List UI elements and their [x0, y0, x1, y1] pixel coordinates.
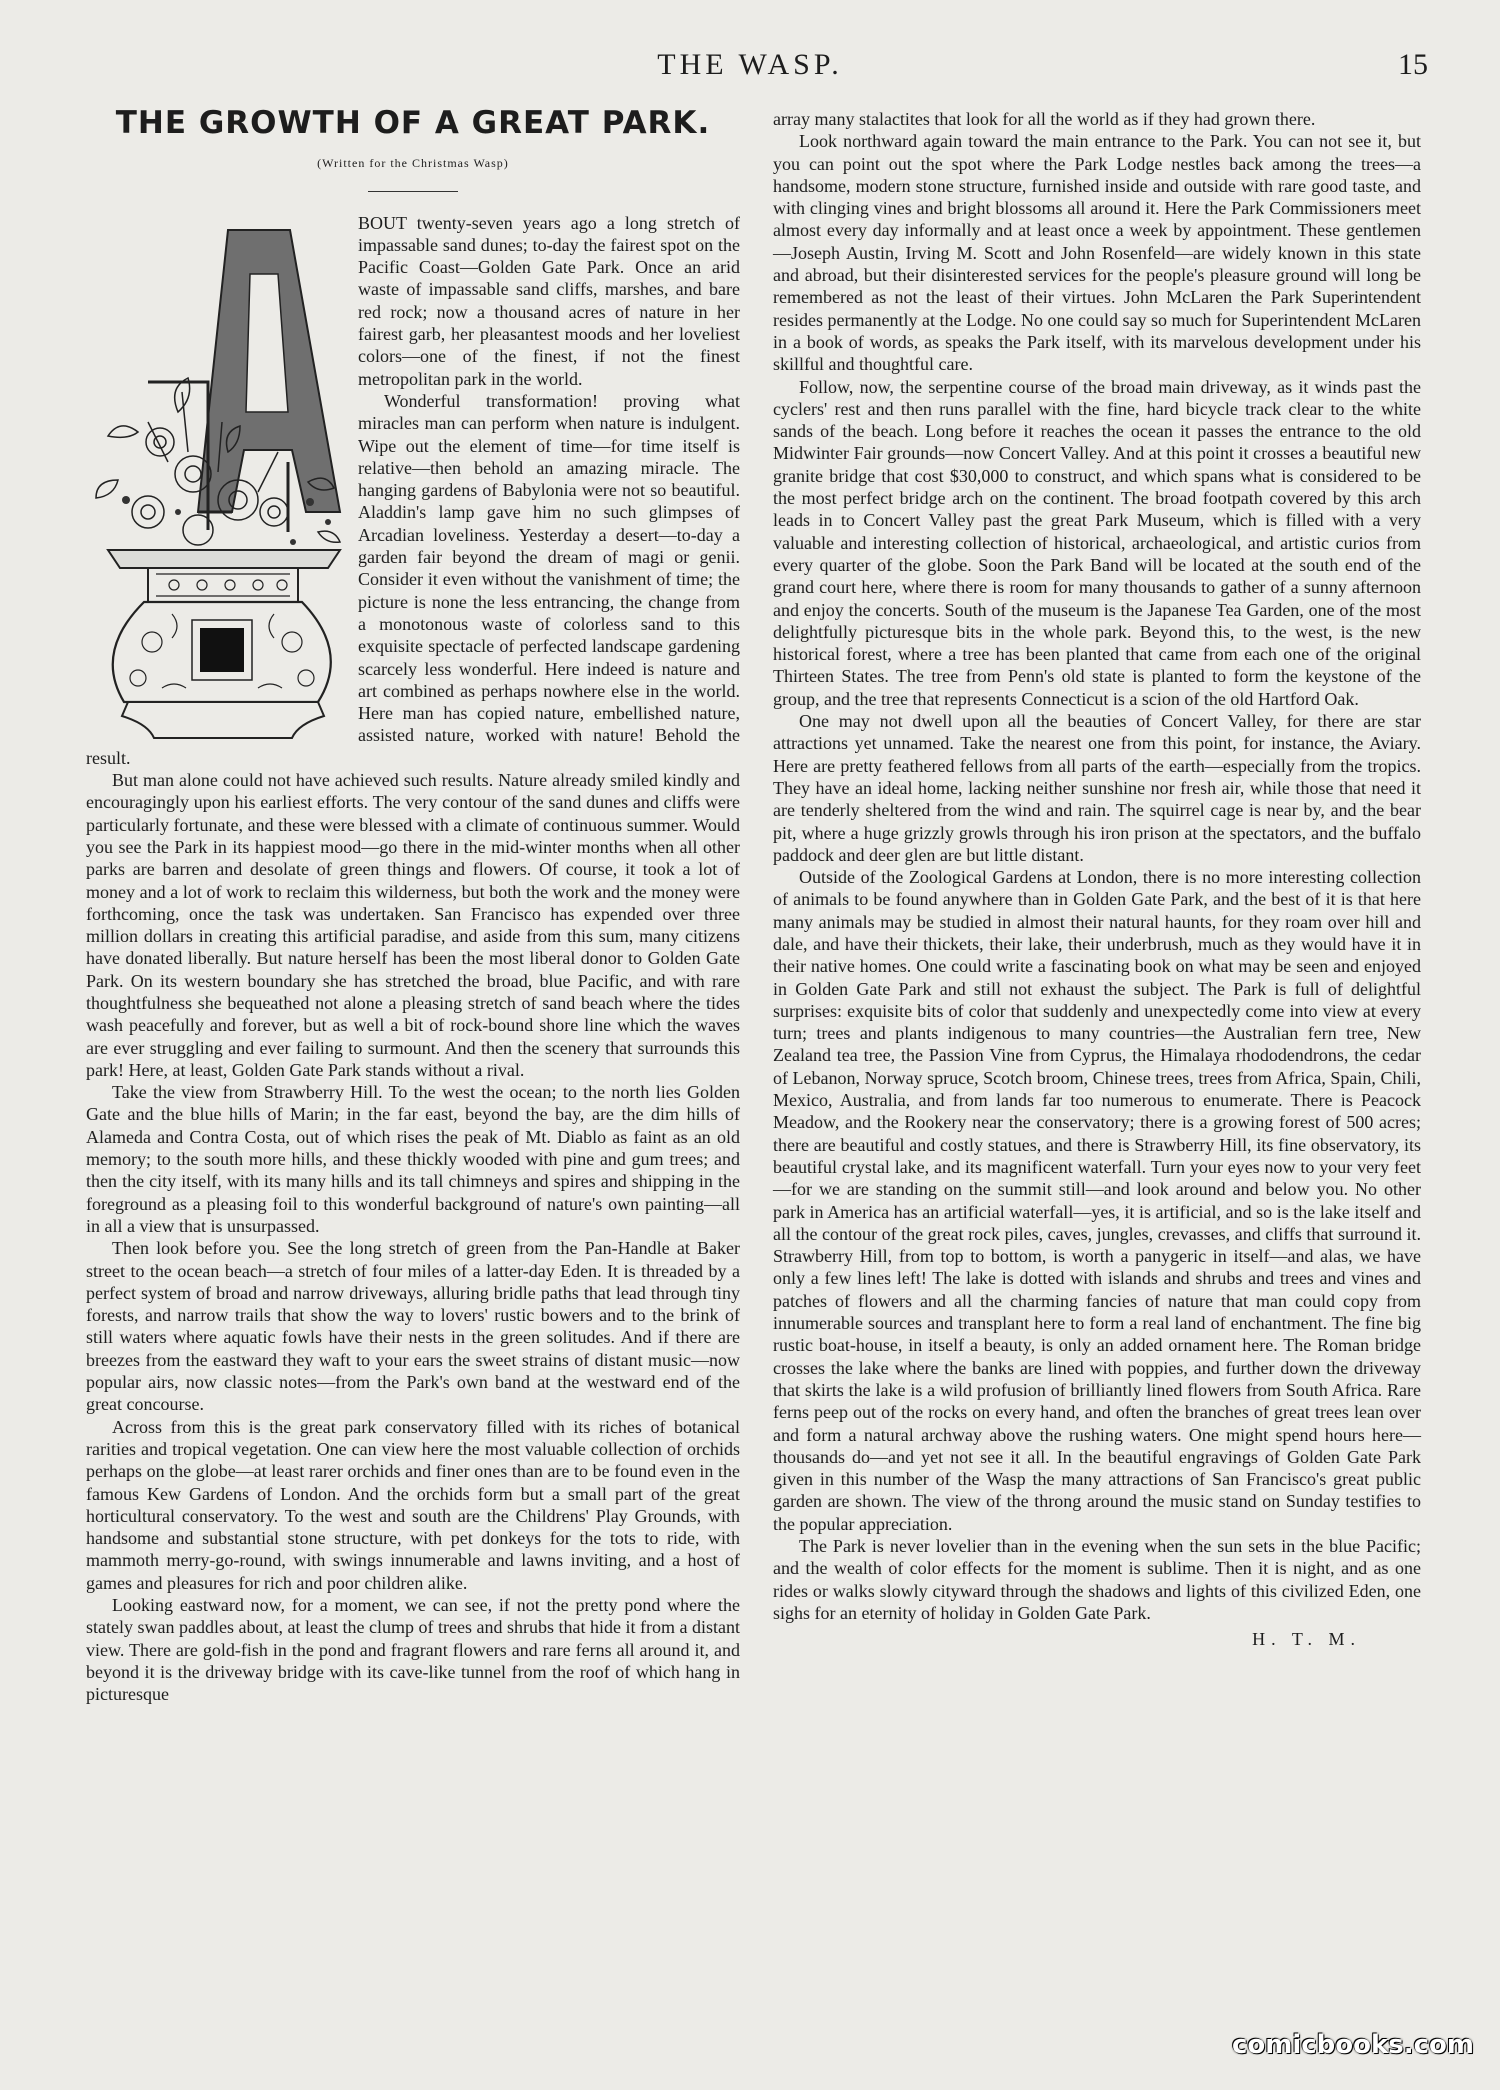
paragraph: One may not dwell upon all the beauties of Concert Valley, for there are star attractions yet unnamed. Take the nearest one from this point, for instance, the Aviary. Here are pretty feathered fellows from all parts of the earth—especially from the tropics. They have an ideal home, lacking neither sunshine nor fresh air, while those that need it are tenderly sheltered from the wind and rain. The squirrel cage is near by, and the bear pit, where a huge grizzly growls through his iron prison at the spectators, and the buffalo paddock and deer glen are but little distant.: [773, 711, 1421, 865]
title-rule: [368, 191, 458, 192]
paragraph: Look northward again toward the main entrance to the Park. You can not see it, but you can point out the spot where the Park Lodge nestles back among the trees—a handsome, modern stone structure, furnished inside and outside with rare good taste, and with clinging vines and bright blossoms all around it. Here the Park Commissioners meet almost every day informally and at least once a week by appointment. These gentlemen—Joseph Austin, Irving M. Scott and John Rosenfeld—are widely known in this state and abroad, but their disinterested services for the people's pleasure ground will long be remembered as not the least of their virtues. John McLaren the Park Superintendent resides permanently at the Lodge. No one could say so much for Superintendent McLaren in a book of words, as speaks the Park itself, with its marvelous development under his skillful and thoughtful care.: [773, 131, 1421, 375]
watermark: comicbooks.com: [1231, 2030, 1474, 2060]
paragraph: Looking eastward now, for a moment, we can see, if not the pretty pond where the stately swan paddles about, at least the clump of trees and shrubs that hide it from a distant view. There are gold-fish in the pond and fragrant flowers and rare ferns all around it, and beyond it is the driveway bridge with its cave-like tunnel from the roof of which hang in picturesque: [86, 1595, 740, 1705]
byline: (Written for the Christmas Wasp): [317, 156, 509, 171]
flower-vase-illustration-icon: [78, 212, 350, 744]
paragraph: Wonderful transformation! proving what miracles man can perform when nature is indulgent. Wipe out the element of time—for time itself is relative—then behold an amazing miracle. The hanging gardens of Babylonia were not so beautiful. Aladdin's lamp gave him no such glimpses of Arcadian loveliness. Yesterday a desert—to-day a garden fair beyond the dream of magi or genii. Consider it even without the vanishment of time; the picture is none the less entrancing, the change from a monotonous waste of colorless sand to this exquisite spectacle of perfected landscape gardening scarcely less wonderful. Here indeed is nature and art combined as perhaps nowhere else in the world. Here man has copied nature, embellished nature, assisted nature, worked with nature! Behold the result.: [86, 390, 740, 768]
paragraph: The Park is never lovelier than in the evening when the sun sets in the blue Pacific; and the wealth of color effects for the moment is sublime. Then it is night, and as one rides or walks slowly cityward through the shadows and lights of this civilized Eden, one sighs for an eternity of holiday in Golden Gate Park.: [773, 1536, 1421, 1623]
author-signature: H. T. M.: [1252, 1629, 1361, 1650]
paragraph: But man alone could not have achieved such results. Nature already smiled kindly and encouragingly upon his earliest efforts. The very contour of the sand dunes and cliffs were particularly fortunate, and these were blessed with a climate of continuous summer. Would you see the Park in its happiest mood—go there in the mid-winter months when all other parks are barren and desolate of green things and flowers. Of course, it took a lot of money and a lot of work to reclaim this wilderness, but both the work and the money were forthcoming, once the task was undertaken. San Francisco has expended over three million dollars in creating this artificial paradise, and aside from this sum, many citizens have donated liberally. But nature herself has been the most liberal donor to Golden Gate Park. On its western boundary she has stretched the broad, blue Pacific, and with rare thoughtfulness she bequeathed not alone a pleasing stretch of sand beach where the tides wash peacefully and forever, but as well a bit of rock-bound shore line which the waves are ever struggling and ever failing to surmount. And then the scenery that surrounds this park! Here, at least, Golden Gate Park stands without a rival.: [86, 770, 740, 1080]
paragraph: array many stalactites that look for all the world as if they had grown there.: [773, 109, 1316, 129]
illustrated-drop-cap: [78, 212, 350, 744]
running-title: THE WASP.: [657, 48, 843, 81]
paragraph: Follow, now, the serpentine course of the broad main driveway, as it winds past the cyclers' rest and then runs parallel with the fine, hard bicycle track clear to the white sands of the beach. Long before it reaches the ocean it passes the entrance to the old Midwinter Fair grounds—now Concert Valley. And at this point it crosses a beautiful new granite bridge that cost $30,000 to construct, and which spans what is considered to be the most perfect bridge arch on the continent. The broad footpath covered by this arch leads in to Concert Valley past the great Park Museum, which is filled with a very valuable and interesting collection of historical, archaeological, and artistic curios from every quarter of the globe. Soon the Park Band will be located at the south end of the grand court here, where there is room for many thousands to gather of a sunny afternoon and enjoy the concerts. South of the museum is the Japanese Tea Garden, one of the most delightfully picturesque bits in the whole park. Beyond this, to the west, is the new historical forest, where a tree has been planted that came from each one of the original Thirteen States. The tree from Penn's old state is planted to form the keystone of the group, and the tree that represents Connecticut is a scion of the old Hartford Oak.: [773, 376, 1421, 709]
left-column: [86, 105, 740, 1705]
paragraph: BOUT twenty-seven years ago a long stretch of impassable sand dunes; to-day the fairest spot on the Pacific Coast—Golden Gate Park. Once an arid waste of impassable sand cliffs, marshes, and bare red rock; now a thousand acres of nature in her fairest garb, her pleasantest moods and her loveliest colors—one of the finest, if not the finest metropolitan park in the world.: [358, 212, 740, 389]
paragraph: Across from this is the great park conservatory filled with its riches of botanical rarities and tropical vegetation. One can view here the most valuable collection of orchids perhaps on the globe—at least rarer orchids and finer ones than are to be found even in the famous Kew Gardens of London. And the orchids form but a small part of the great horticultural conservatory. To the west and south are the Childrens' Play Grounds, with handsome and substantial stone structure, with pet donkeys for the tots to ride, with mammoth merry-go-round, with swings innumerable and lawns inviting, and a host of games and pleasures for rich and poor children alike.: [86, 1416, 740, 1593]
right-column: [773, 108, 1421, 1650]
page-number: 15: [1398, 48, 1428, 81]
paragraph: Outside of the Zoological Gardens at London, there is no more interesting collection of animals to be found anywhere than in Golden Gate Park, and the best of it is that here many animals may be studied in almost their natural haunts, for they roam over hill and dale, and have their thickets, their lake, their underbrush, much as they would have it in their native homes. One could write a fascinating book on what may be seen and enjoyed in Golden Gate Park and still not exhaust the subject. The Park is full of delightful surprises: exquisite bits of color that suddenly and unexpectedly come into view at every turn; trees and plants indigenous to many countries—the Australian fern tree, New Zealand tea tree, the Passion Vine from Cyprus, the Himalaya rhododendrons, the cedar of Lebanon, Norway spruce, Scotch broom, Chinese trees, trees from Africa, Spain, Chili, Mexico, Australia, and from lands far too numerous to enumerate. There is Peacock Meadow, and the Rookery near the conservatory; there is a growing forest of 500 acres; there are beautiful and costly statues, and there is Strawberry Hill, its fine observatory, its beautiful crystal lake, and its magnificent waterfall. Turn your eyes now to your very feet—for we are standing on the summit still—and look around and below you. No other park in America has an artificial waterfall—yes, it is artificial, and so is the lake itself and all the contour of the great rock piles, caves, jungles, crevasses, and cliffs that surround it. Strawberry Hill, from top to bottom, is worth a panygeric in itself—and alas, we have only a few lines left! The lake is dotted with islands and shrubs and trees and vines and patches of flowers and all the charming fancies of nature that man could copy from innumerable sources and transplant here to form a real land of enchantment. The fine big rustic boat-house, in itself a beauty, is only an added ornament here. The Roman bridge crosses the lake where the banks are lined with poppies, and further down the driveway that skirts the lake is a wild profusion of brilliantly lined flowers from South Africa. Rare ferns peep out of the rocks on every hand, and often the branches of great trees lean over and form a natural archway above the rushing waters. One might spend hours here—thousands do—and yet not see it all. In the beautiful engravings of Golden Gate Park given in this number of the Wasp the many attractions of San Francisco's great public garden are shown. The view of the throng around the music stand on Sunday testifies to the popular appreciation.: [773, 867, 1421, 1534]
paragraph: Then look before you. See the long stretch of green from the Pan-Handle at Baker street to the ocean beach—a stretch of four miles of a latter-day Eden. It is threaded by a perfect system of broad and narrow driveways, alluring bridle paths that lead through tiny forests, and narrow trails that show the way to lovers' rustic bowers and to the brink of still waters where aquatic fowls have their nests in the green solitudes. And if there are breezes from the eastward they waft to your ears the sweet strains of distant music—now popular airs, now classic notes—from the Park's own band at the westward end of the great concourse.: [86, 1238, 740, 1415]
paragraph: Take the view from Strawberry Hill. To the west the ocean; to the north lies Golden Gate and the blue hills of Marin; in the far east, beyond the bay, are the dim hills of Alameda and Contra Costa, out of which rises the peak of Mt. Diablo as faint as an old memory; to the south more hills, and these thickly wooded with pine and gum trees; and then the city itself, with its many hills and its tall chimneys and spires and shipping in the foreground as a pleasing foil to this wonderful background of nature's own painting—all in all a view that is unsurpassed.: [86, 1082, 740, 1236]
article-title: THE GROWTH OF A GREAT PARK.: [115, 105, 711, 141]
